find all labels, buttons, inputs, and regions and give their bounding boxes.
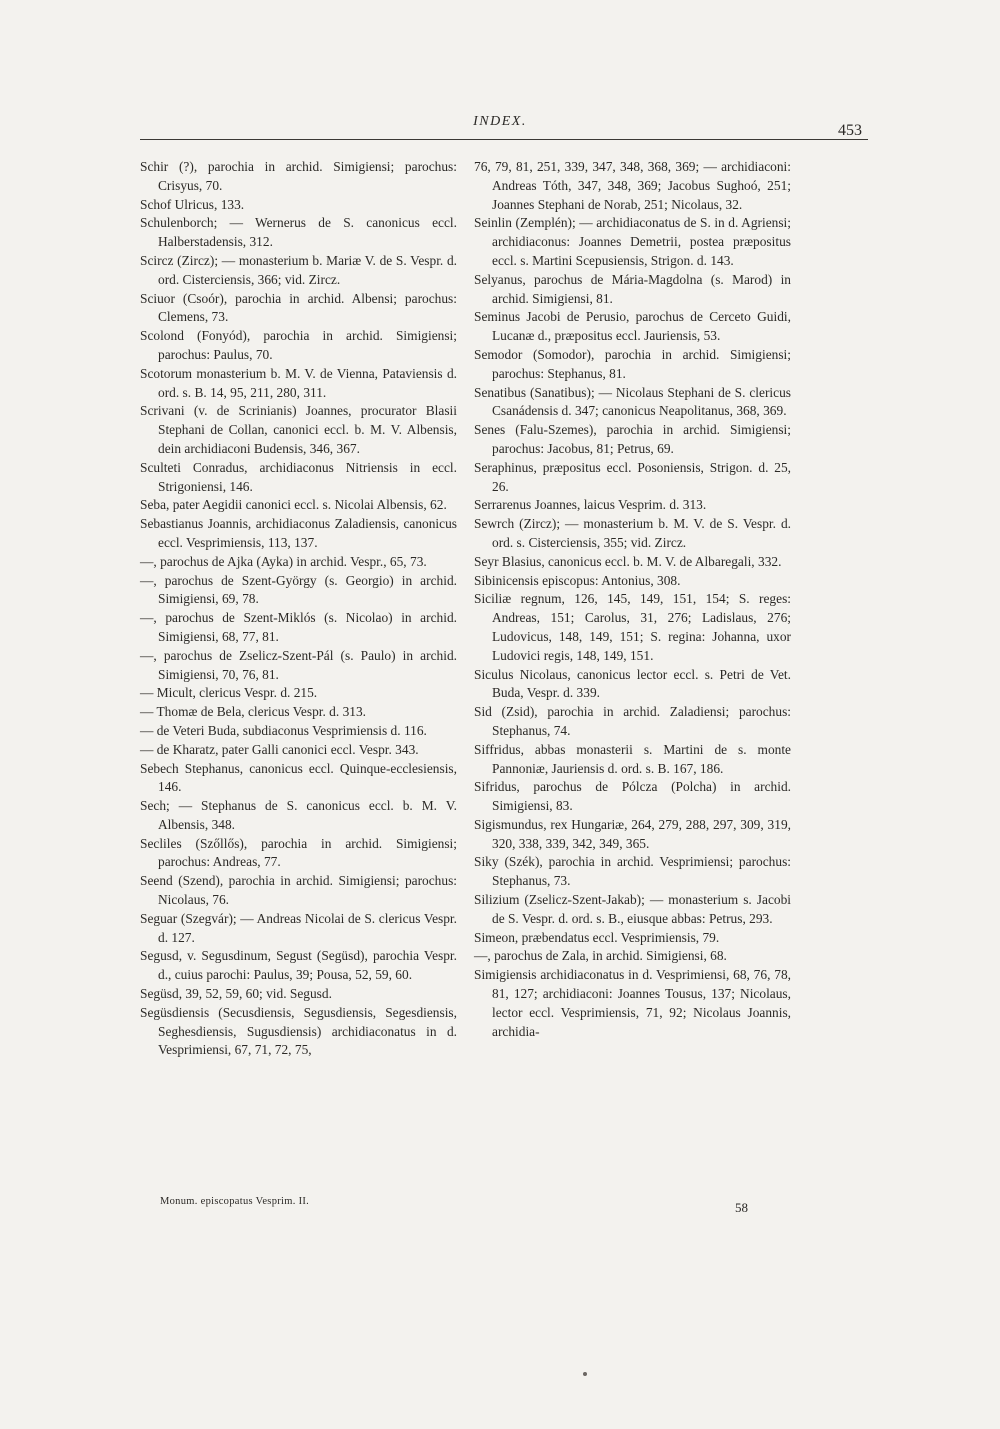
index-entry: Siky (Szék), parochia in archid. Vesprimiensi; parochus: Stephanus, 73. [474, 854, 791, 889]
index-entry: —, parochus de Szent-György (s. Georgio) in archid. Simigiensi, 69, 78. [140, 572, 457, 607]
index-entry: Scolond (Fonyód), parochia in archid. Simigiensi; parochus: Paulus, 70. [140, 328, 457, 362]
index-entry: Scrivani (v. de Scrinianis) Joannes, procurator Blasii Stephani de Collan, canonici eccl. b. M. V. Albensis, dein archidiaconi Budensis, 346, 367. [140, 403, 457, 456]
signature-mark: 58 [735, 1200, 748, 1215]
index-entry: Semodor (Somodor), parochia in archid. Simigiensi; parochus: Stephanus, 81. [474, 346, 791, 381]
index-entry: Serrarenus Joannes, laicus Vesprim. d. 313. [474, 497, 707, 513]
index-entry: Schof Ulricus, 133. [140, 196, 245, 212]
index-entry: Següsdiensis (Secusdiensis, Segusdiensis, Segesdiensis, Seghesdiensis, Sugusdiensis) archidiaconatus in d. Vesprimiensi, 67, 71, 72, 75, [140, 1004, 457, 1058]
index-entry: Sifridus, parochus de Pólcza (Polcha) in archid. Simigiensi, 83. [474, 779, 791, 814]
index-entry: Sigismundus, rex Hungariæ, 264, 279, 288, 297, 309, 319, 320, 338, 339, 342, 349, 365. [474, 816, 791, 851]
index-entry: Sciuor (Csoór), parochia in archid. Albensi; parochus: Clemens, 73. [140, 290, 457, 325]
index-entry: Següsd, 39, 52, 59, 60; vid. Segusd. [140, 986, 332, 1002]
index-entry: Sculteti Conradus, archidiaconus Nitriensis in eccl. Strigoniensi, 146. [140, 459, 457, 494]
index-entry: Simigiensis archidiaconatus in d. Vesprimiensi, 68, 76, 78, 81, 127; archidiaconi: Joannes Tousus, 137; Nicolaus, lector eccl. Vesprimiensis, 71, 92; Nicolaus Joannis, archidia- [474, 967, 791, 1039]
header-rule [140, 139, 868, 140]
index-entry: Seminus Jacobi de Perusio, parochus de Cerceto Guidi, Lucanæ d., præpositus eccl. Jauriensis, 53. [474, 309, 791, 344]
index-entry: — Micult, clericus Vespr. d. 215. [140, 685, 318, 701]
index-entry: —, parochus de Ajka (Ayka) in archid. Vespr., 65, 73. [140, 553, 427, 569]
index-entry: Sid (Zsid), parochia in archid. Zaladiensi; parochus: Stephanus, 74. [474, 704, 791, 738]
index-column-left [140, 158, 457, 1060]
index-entry: Siciliæ regnum, 126, 145, 149, 151, 154; S. reges: Andreas, 151; Carolus, 31, 276; Ladislaus, 276; Ludovicus, 148, 149, 151; S. regina: Johanna, uxor Ludovici regis, 148, 149, 151. [474, 591, 791, 663]
index-entry: Sibinicensis episcopus: Antonius, 308. [474, 572, 681, 588]
index-entry: Senatibus (Sanatibus); — Nicolaus Stephani de S. clericus Csanádensis d. 347; canonicus Neapolitanus, 368, 369. [474, 384, 791, 419]
index-entry: Seinlin (Zemplén); — archidiaconatus de S. in d. Agriensi; archidiaconus: Joannes Demetrii, postea præpositus eccl. s. Martini Scepusiensis, Strigon. d. 143. [474, 215, 791, 268]
index-entry: Schir (?), parochia in archid. Simigiensi; parochus: Crisyus, 70. [140, 159, 457, 193]
index-entry: Seguar (Szegvár); — Andreas Nicolai de S. clericus Vespr. d. 127. [140, 910, 457, 945]
index-entry: 76, 79, 81, 251, 339, 347, 348, 368, 369; — archidiaconi: Andreas Tóth, 347, 348, 369; Jacobus Sughoó, 251; Joannes Stephani de Norab, 251; Nicolaus, 32. [474, 159, 791, 212]
index-entry: — de Kharatz, pater Galli canonici eccl. Vespr. 343. [140, 741, 419, 757]
index-entry: Sewrch (Zircz); — monasterium b. M. V. de S. Vespr. d. ord. s. Cisterciensis, 355; vid. Zircz. [474, 516, 791, 550]
index-entry: Seraphinus, præpositus eccl. Posoniensis, Strigon. d. 25, 26. [474, 459, 791, 494]
index-entry: Sech; — Stephanus de S. canonicus eccl. b. M. V. Albensis, 348. [140, 798, 457, 832]
index-entry: Scircz (Zircz); — monasterium b. Mariæ V. de S. Vespr. d. ord. Cisterciensis, 366; vid. Zircz. [140, 252, 457, 287]
index-entry: Secliles (Szőllős), parochia in archid. Simigiensi; parochus: Andreas, 77. [140, 835, 457, 870]
index-entry: Seba, pater Aegidii canonici eccl. s. Nicolai Albensis, 62. [140, 497, 447, 513]
index-column-right [474, 158, 791, 1041]
index-entry: —, parochus de Zala, in archid. Simigiensi, 68. [474, 948, 727, 964]
index-entry: —, parochus de Zselicz-Szent-Pál (s. Paulo) in archid. Simigiensi, 70, 76, 81. [140, 647, 457, 682]
index-entry: Sebech Stephanus, canonicus eccl. Quinque-ecclesiensis, 146. [140, 760, 457, 795]
running-head-title: INDEX. [473, 114, 527, 129]
index-entry: Seyr Blasius, canonicus eccl. b. M. V. de Albaregali, 332. [474, 553, 782, 569]
index-entry: Seend (Szend), parochia in archid. Simigiensi; parochus: Nicolaus, 76. [140, 873, 457, 908]
page-number: 453 [838, 122, 862, 139]
index-entry: Sebastianus Joannis, archidiaconus Zaladiensis, canonicus eccl. Vesprimiensis, 113, 137. [140, 516, 457, 550]
index-entry: Simeon, præbendatus eccl. Vesprimiensis, 79. [474, 929, 720, 945]
index-entry: Silizium (Zselicz-Szent-Jakab); — monasterium s. Jacobi de S. Vespr. d. ord. s. B., eiusque abbas: Petrus, 293. [474, 892, 791, 926]
index-entry: —, parochus de Szent-Miklós (s. Nicolao) in archid. Simigiensi, 68, 77, 81. [140, 610, 457, 644]
index-entry: Segusd, v. Segusdinum, Segust (Següsd), parochia Vespr. d., cuius parochi: Paulus, 39; Pousa, 52, 59, 60. [140, 948, 457, 983]
index-entry: Siffridus, abbas monasterii s. Martini de s. monte Pannoniæ, Jauriensis d. ord. s. B. 167, 186. [474, 741, 791, 776]
index-entry: Scotorum monasterium b. M. V. de Vienna, Pataviensis d. ord. s. B. 14, 95, 211, 280, 311. [140, 365, 457, 400]
ink-speck [583, 1372, 587, 1376]
index-entry: Selyanus, parochus de Mária-Magdolna (s. Marod) in archid. Simigiensi, 81. [474, 271, 791, 306]
index-entry: Schulenborch; — Wernerus de S. canonicus eccl. Halberstadensis, 312. [140, 215, 457, 250]
footer-source-title: Monum. episcopatus Vesprim. II. [160, 1196, 310, 1207]
index-entry: Senes (Falu-Szemes), parochia in archid. Simigiensi; parochus: Jacobus, 81; Petrus, 69. [474, 422, 791, 456]
index-entry: — de Veteri Buda, subdiaconus Vesprimiensis d. 116. [140, 722, 427, 738]
index-entry: — Thomæ de Bela, clericus Vespr. d. 313. [140, 704, 366, 720]
index-entry: Siculus Nicolaus, canonicus lector eccl. s. Petri de Vet. Buda, Vespr. d. 339. [474, 666, 791, 701]
